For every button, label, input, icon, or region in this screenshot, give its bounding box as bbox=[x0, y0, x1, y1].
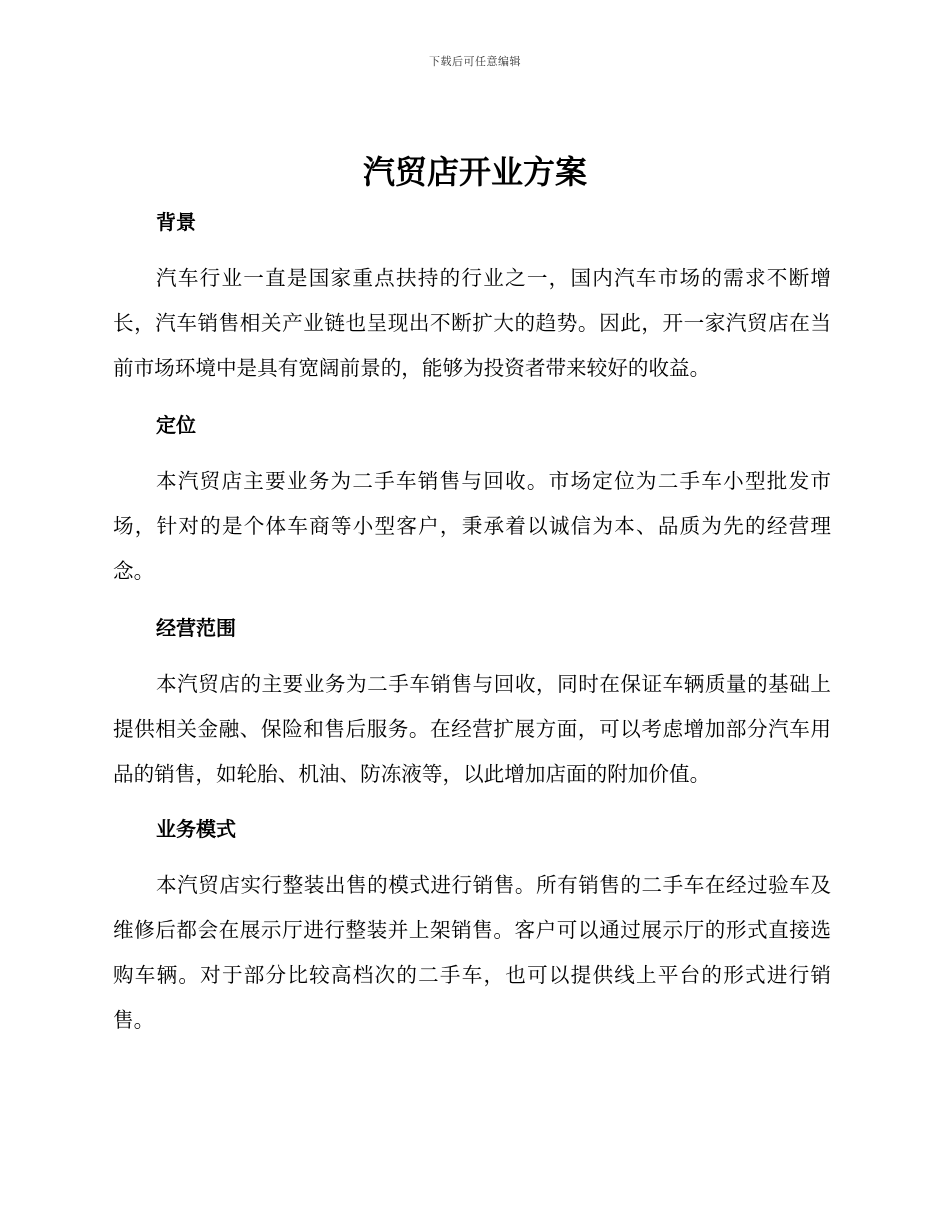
document-title: 汽贸店开业方案 bbox=[362, 153, 587, 191]
section-positioning bbox=[113, 403, 831, 594]
section-background bbox=[113, 200, 831, 391]
section-business-model bbox=[113, 807, 831, 1043]
header-note: 下载后可任意编辑 bbox=[429, 55, 521, 68]
section-business-scope bbox=[113, 606, 831, 797]
section-heading: 定位 bbox=[156, 413, 196, 437]
document-body bbox=[113, 200, 831, 1043]
section-paragraph: 本汽贸店的主要业务为二手车销售与回收，同时在保证车辆质量的基础上提供相关金融、保险和售后服务。在经营扩展方面，可以考虑增加部分汽车用品的销售，如轮胎、机油、防冻液等，以此增加店面的附加价值。 bbox=[113, 672, 831, 786]
section-heading: 经营范围 bbox=[156, 616, 236, 640]
section-paragraph: 本汽贸店实行整装出售的模式进行销售。所有销售的二手车在经过验车及维修后都会在展示厅进行整装并上架销售。客户可以通过展示厅的形式直接选购车辆。对于部分比较高档次的二手车，也可以提供线上平台的形式进行销售。 bbox=[113, 873, 831, 1032]
section-paragraph: 汽车行业一直是国家重点扶持的行业之一，国内汽车市场的需求不断增长，汽车销售相关产业链也呈现出不断扩大的趋势。因此，开一家汽贸店在当前市场环境中是具有宽阔前景的，能够为投资者带来较好的收益。 bbox=[113, 266, 831, 380]
section-paragraph: 本汽贸店主要业务为二手车销售与回收。市场定位为二手车小型批发市场，针对的是个体车商等小型客户，秉承着以诚信为本、品质为先的经营理念。 bbox=[113, 469, 831, 583]
section-heading: 业务模式 bbox=[156, 817, 236, 841]
section-heading: 背景 bbox=[156, 210, 196, 234]
